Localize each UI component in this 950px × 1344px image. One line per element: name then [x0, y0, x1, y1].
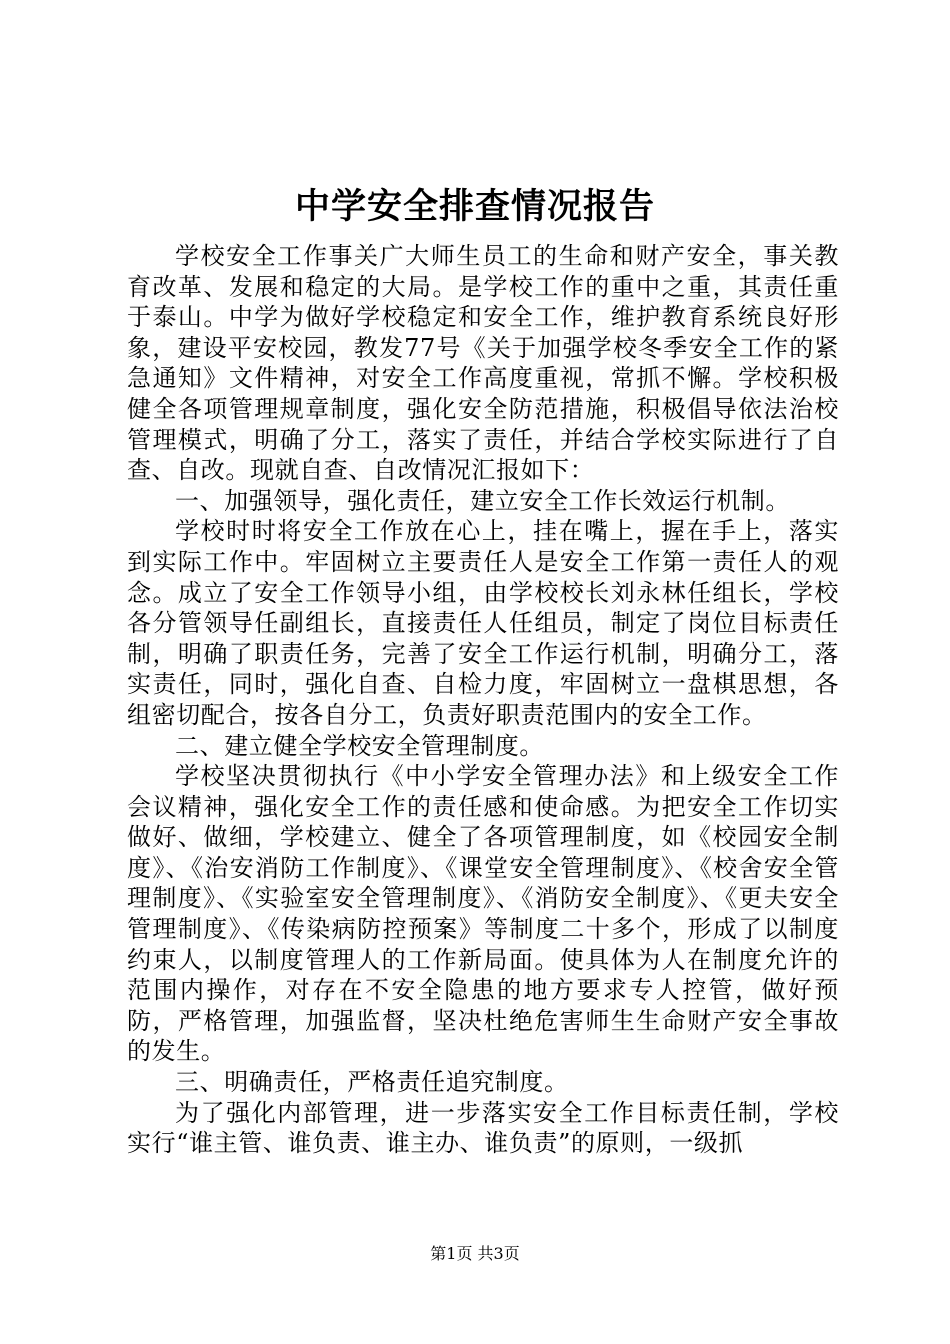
paragraph-section-2: 学校坚决贯彻执行《中小学安全管理办法》和上级安全工作会议精神，强化安全工作的责任感和使命感。为把安全工作切实做好、做细，学校建立、健全了各项管理制度，如《校园安全制度》、《治安消防工作制度》、《课堂安全管理制度》、《校舍安全管理制度》、《实验室安全管理制度》、《消防安全制度》、《更夫安全管理制度》、《传染病防控预案》等制度二十多个，形成了以制度约束人，以制度管理人的工作新局面。使具体为人在制度允许的范围内操作，对存在不安全隐患的地方要求专人控管，做好预防，严格管理，加强监督，坚决杜绝危害师生生命财产安全事故的发生。	[127, 762, 839, 1066]
page-footer: 第1页 共3页	[430, 1244, 520, 1263]
paragraph-section-1: 学校时时将安全工作放在心上，挂在嘴上，握在手上，落实到实际工作中。牢固树立主要责任人是安全工作第一责任人的观念。成立了安全工作领导小组，由学校校长刘永林任组长，学校各分管领导任副组长，直接责任人任组员，制定了岗位目标责任制，明确了职责任务，完善了安全工作运行机制，明确分工，落实责任，同时，强化自查、自检力度，牢固树立一盘棋思想，各组密切配合，按各自分工，负责好职责范围内的安全工作。	[127, 517, 839, 729]
document-body	[127, 241, 839, 1159]
paragraph-intro: 学校安全工作事关广大师生员工的生命和财产安全，事关教育改革、发展和稳定的大局。是学校工作的重中之重，其责任重于泰山。中学为做好学校稳定和安全工作，维护教育系统良好形象，建设平安校园，教发77号《关于加强学校冬季安全工作的紧急通知》文件精神，对安全工作高度重视，常抓不懈。学校积极健全各项管理规章制度，强化安全防范措施，积极倡导依法治校管理模式，明确了分工，落实了责任，并结合学校实际进行了自查、自改。现就自查、自改情况汇报如下：	[127, 242, 839, 485]
section-heading-3: 三、明确责任，严格责任追究制度。	[175, 1068, 569, 1097]
section-heading-1: 一、加强领导，强化责任，建立安全工作长效运行机制。	[175, 486, 790, 515]
paragraph-section-3: 为了强化内部管理，进一步落实安全工作目标责任制，学校实行“谁主管、谁负责、谁主办、谁负责”的原则，一级抓	[127, 1098, 839, 1158]
document-title: 中学安全排查情况报告	[294, 186, 655, 227]
section-heading-2: 二、建立健全学校安全管理制度。	[175, 731, 544, 760]
